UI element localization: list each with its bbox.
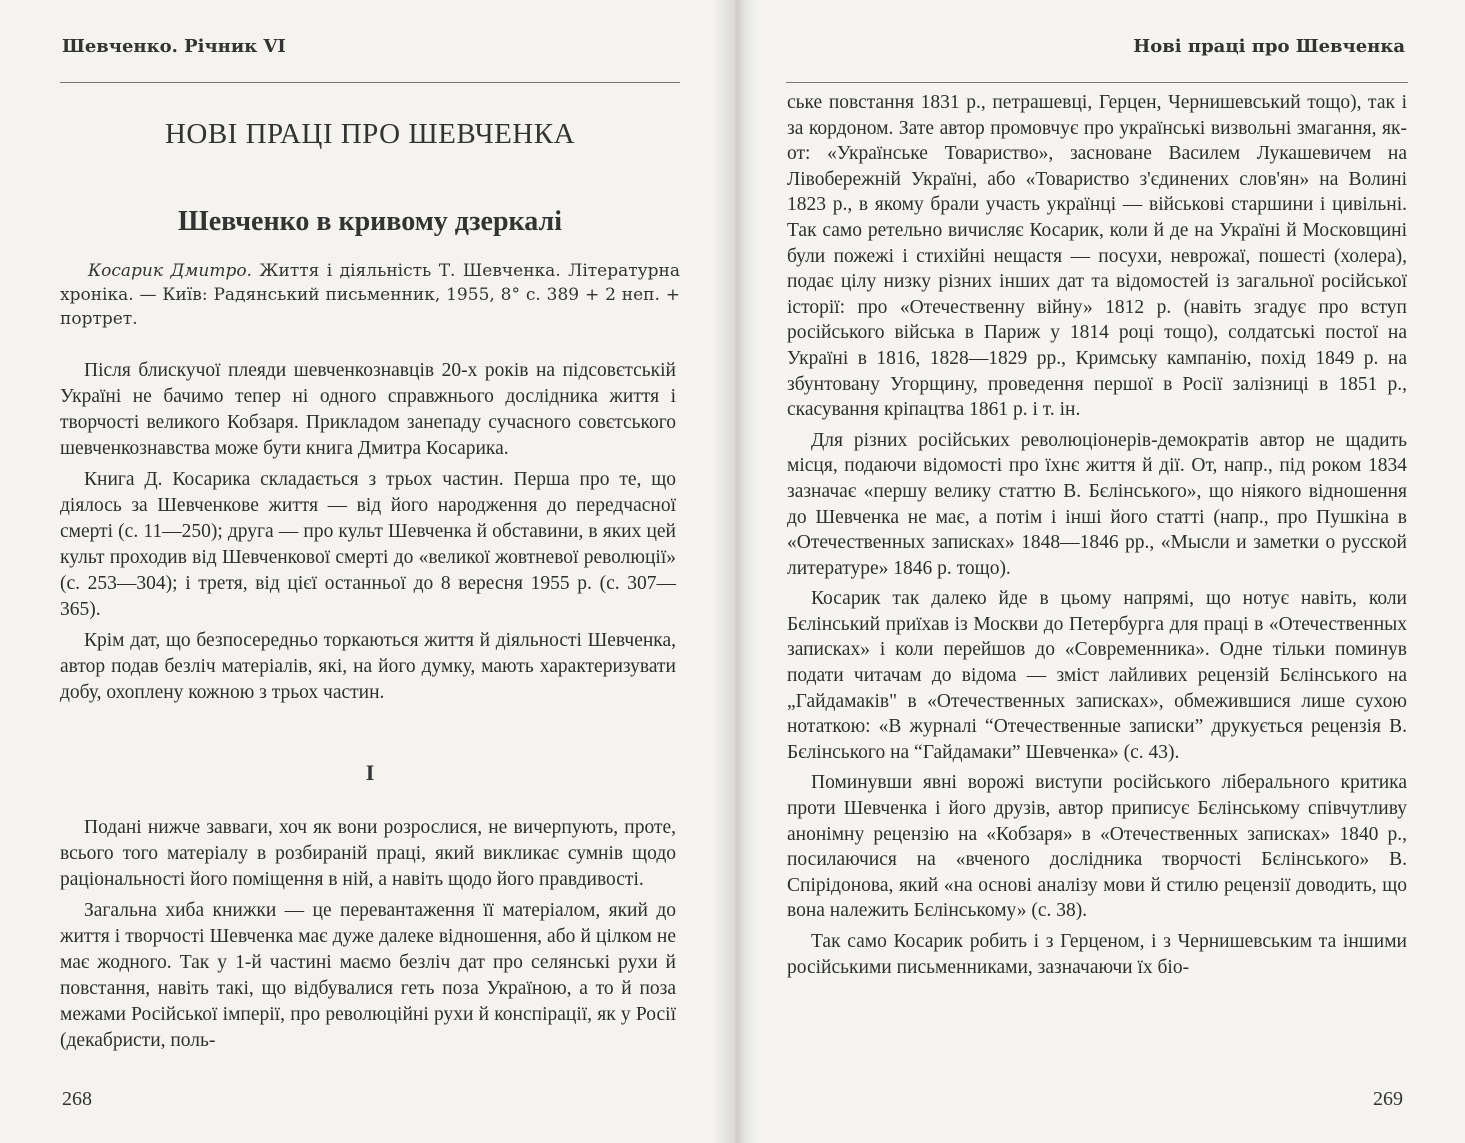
running-head-left: Шевченко. Річник VI bbox=[62, 36, 286, 57]
paragraph: Після блискучої плеяди шевченкознавців 20-х років на підсовєтській Україні не бачимо тепер ні одного справжнього дослідника життя і творчості великого Кобзаря. Прикладом занепаду сучасного совєтського шевченкознавства може бути книга Дмитра Косарика. bbox=[60, 360, 676, 459]
paragraph-continuation: ське повстання 1831 р., петрашевці, Герцен, Чернишевський тощо), так і за кордоном. Зате автор промовчує про українські визвольні змагання, як-от: «Українське Товариство», засноване Василем Лукашевичем на Лівобережній Україні, або «Товариство з'єдинених слов'ян» на Волині 1823 р., в якому брали участь українці — військові старшини і цивільні. Так само ретельно вичисляє Косарик, коли й де на Україні й Московщині були пожежі і стихійні нещастя — посухи, неврожаї, пошесті (холера), подає цілу низку різних інших дат та відомостей із загальної російської історії: про «Отечественну війну» 1812 р. (навіть згадує про вступ російського війська в Париж у 1814 році тощо), солдатські постої на Україні в 1816, 1828—1829 рр., Кримську кампанію, похід 1849 р. на збунтовану Угорщину, проведення першої в Росії залізниці в 1851 р., скасування кріпацтва 1861 р. і т. ін. bbox=[787, 92, 1407, 421]
paragraph: Крім дат, що безпосередньо торкаються життя й діяльності Шевченка, автор подав безліч матеріалів, які, на його думку, мають характеризувати добу, охоплену кожною з трьох частин. bbox=[60, 630, 676, 703]
paragraph: Косарик так далеко йде в цьому напрямі, що нотує навіть, коли Бєлінський приїхав із Москви до Петербурга для праці в «Отечественных записках» і коли перейшов до «Современника». Одне тільки поминув подати читачам до відома — зміст лайливих рецензій Бєлінського на „Гайдамаків" в «Отечественных записках», обмежившися лише сухою нотаткою: «В журналі “Отечественные записки” друкується рецензія В. Бєлінського на “Гайдамаки” Шевченка» (с. 43). bbox=[787, 588, 1407, 763]
right-body-text bbox=[787, 90, 1407, 985]
running-head-right: Нові праці про Шевченка bbox=[1133, 36, 1405, 57]
section-text bbox=[60, 815, 676, 1059]
intro-text bbox=[60, 358, 676, 711]
biblio-author: Косарик Дмитро. bbox=[88, 261, 252, 281]
left-page bbox=[0, 0, 732, 1143]
article-title: НОВІ ПРАЦІ ПРО ШЕВЧЕНКА bbox=[164, 118, 576, 150]
header-rule bbox=[60, 82, 680, 83]
section-number: I bbox=[365, 760, 375, 785]
biblio-details: Життя і діяльність Т. Шевченка. Літературна хроніка. — Київ: Радянський письменник, 1955, 8° с. 389 + 2 неп. + портрет. bbox=[60, 261, 680, 329]
right-page bbox=[732, 0, 1465, 1143]
page-number-left: 268 bbox=[62, 1088, 92, 1110]
bibliographic-entry bbox=[60, 259, 680, 331]
book-gutter-shadow bbox=[712, 0, 760, 1143]
paragraph: Так само Косарик робить і з Герценом, і з Чернишевським та іншими російськими письменниками, зазначаючи їх біо- bbox=[787, 931, 1407, 978]
paragraph: Подані нижче завваги, хоч як вони розрослися, не вичерпують, проте, всього того матеріалу в розбираній праці, який викликає сумнів щодо раціональності його поміщення в ній, а навіть щодо його правдивості. bbox=[60, 817, 676, 890]
paragraph: Загальна хиба книжки — це перевантаження її матеріалом, який до життя і творчості Шевченка має дуже далеке відношення, або й цілком не має жодного. Так у 1-й частині маємо безліч дат про селянські рухи й повстання, навіть такі, що відбувалися геть поза Україною, а то й поза межами Російської імперії, про революційні рухи й конспірації, як у Росії (декабристи, поль- bbox=[60, 900, 676, 1051]
paragraph: Книга Д. Косарика складається з трьох частин. Перша про те, що діялось за Шевченкове життя — від його народження до передчасної смерті (с. 11—250); друга — про культ Шевченка й обставини, в яких цей культ проходив від Шевченкової смерті до «великої жовтневої революції» (с. 253—304); і третя, від цієї останньої до 8 вересня 1955 р. (с. 307—365). bbox=[60, 469, 676, 620]
paragraph: Для різних російських революціонерів-демократів автор не щадить місця, подаючи відомості про їхнє життя й дії. От, напр., під роком 1834 зазначає «першу велику статтю В. Бєлінського», що ніякого відношення до Шевченка не має, а потім і інші його статті (напр., про Пушкіна в «Отечественных записках» 1848—1846 рр., «Мысли и заметки о русской литературе» 1846 р. тощо). bbox=[787, 429, 1407, 579]
paragraph: Поминувши явні ворожі виступи російського ліберального критика проти Шевченка і його друзів, автор приписує Бєлінському співчутливу анонімну рецензію на «Кобзаря» в «Отечественных записках» 1840 р., посилаючися на «вченого дослідника творчості Бєлінського» В. Спірідонова, який «на основі аналізу мови й стилю рецензії доводить, що вона належить Бєлінському» (с. 38). bbox=[787, 772, 1407, 922]
article-subtitle: Шевченко в кривому дзеркалі bbox=[178, 206, 562, 237]
page-number-right: 269 bbox=[1373, 1088, 1403, 1110]
header-rule bbox=[786, 82, 1408, 83]
